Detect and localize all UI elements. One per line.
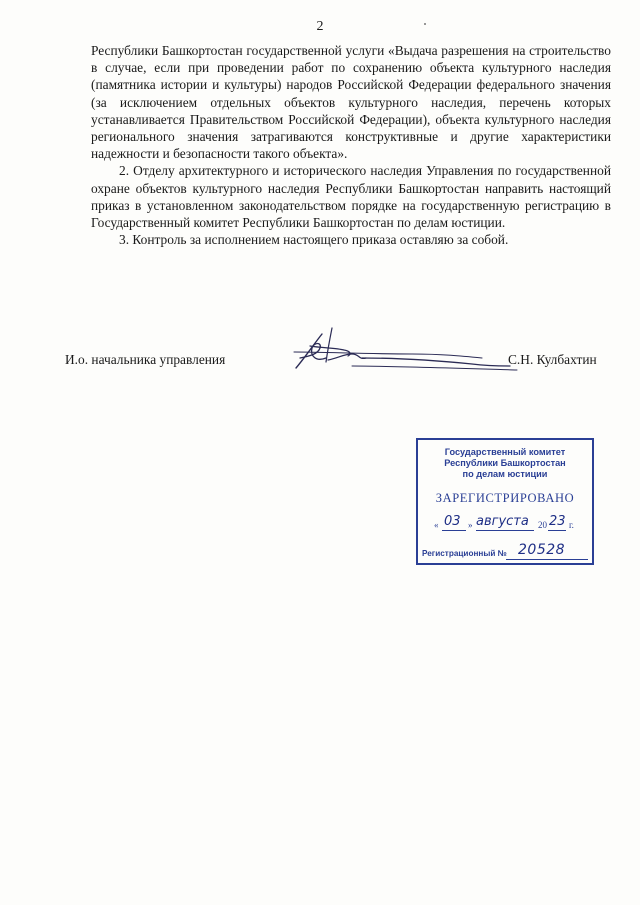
date-month: августа xyxy=(476,514,529,529)
signatory-title: И.о. начальника управления xyxy=(65,352,226,367)
stamp-status: ЗАРЕГИСТРИРОВАНО xyxy=(435,491,575,505)
date-month-line xyxy=(476,530,534,531)
stamp-date xyxy=(432,514,582,534)
stamp-org-line-3: по делам юстиции xyxy=(462,469,548,479)
stamp-org-line-1: Государственный комитет xyxy=(444,447,566,457)
stamp-organization xyxy=(418,447,592,480)
document-body xyxy=(91,42,611,248)
date-day-line xyxy=(442,530,466,531)
reg-number-value: 20528 xyxy=(518,542,566,558)
paragraph-item-2: 2. Отделу архитектурного и исторического наследия Управления по государственной охране объектов культурного наследия Республики Башкортостан направить настоящий приказ в установленном законодательством порядке на государственную регистрацию в Государственный комитет Республики Башкортостан по делам юстиции. xyxy=(91,163,611,231)
reg-number-label: Регистрационный № xyxy=(422,549,507,558)
reg-number-line xyxy=(506,559,588,560)
page-number: 2 xyxy=(316,19,324,34)
date-year-prefix: 20 xyxy=(538,520,547,530)
stamp-registration-number xyxy=(418,544,594,564)
date-open-quote: « xyxy=(434,520,439,530)
date-close-quote: » xyxy=(468,520,473,530)
date-year: 23 xyxy=(549,514,566,529)
scan-speck xyxy=(424,23,426,25)
date-day: 03 xyxy=(444,514,461,529)
handwritten-signature xyxy=(292,318,522,388)
paragraph-item-3: 3. Контроль за исполнением настоящего приказа оставляю за собой. xyxy=(119,232,509,248)
stamp-org-line-2: Республики Башкортостан xyxy=(444,458,566,468)
paragraph-continuation: Республики Башкортостан государственной услуги «Выдача разрешения на строительство в случае, если при проведении работ по сохранению объекта культурного наследия (памятника истории и культуры) народов Российской Федерации федерального значения (за исключением отдельных объектов культурного наследия, перечень которых устанавливается Правительством Российской Федерации), объекта культурного наследия регионального значения затрагиваются конструктивные и другие характеристики надежности и безопасности такого объекта». xyxy=(91,43,611,162)
date-year-suffix: г. xyxy=(569,520,574,530)
signatory-name: С.Н. Кулбахтин xyxy=(508,352,597,367)
registration-stamp xyxy=(416,438,594,565)
date-year-line xyxy=(548,530,566,531)
